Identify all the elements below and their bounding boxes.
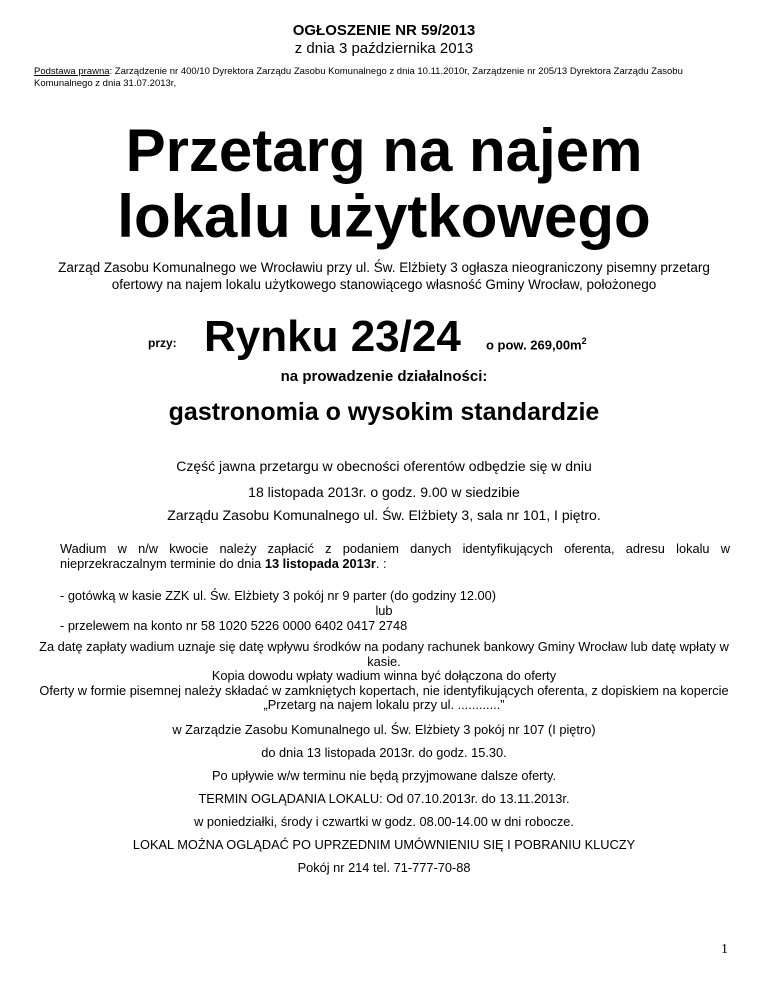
late-offers-note: Po upływie w/w terminu nie będą przyjmowane dalsze oferty. bbox=[211, 768, 557, 783]
keys-note: LOKAL MOŻNA OGLĄDAĆ PO UPRZEDNIM UMÓWNIENIU SIĘ I POBRANIU KLUCZY bbox=[132, 837, 636, 852]
payment-option-transfer: - przelewem na konto nr 58 1020 5226 0000 6402 0417 2748 bbox=[60, 618, 408, 633]
headline-line-2: lokalu użytkowego bbox=[117, 183, 651, 250]
address-prefix: przy: bbox=[148, 336, 177, 350]
deposit-deadline: 13 listopada 2013r bbox=[264, 556, 376, 571]
premises-area bbox=[486, 336, 587, 352]
payment-or: lub bbox=[375, 603, 393, 618]
notice-title: OGŁOSZENIE NR 59/2013 bbox=[292, 22, 476, 39]
submission-deadline: do dnia 13 listopada 2013r. do godz. 15.30. bbox=[261, 745, 507, 760]
notice-date: z dnia 3 października 2013 bbox=[294, 40, 474, 57]
area-unit-superscript: 2 bbox=[581, 336, 587, 346]
page-number: 1 bbox=[721, 942, 728, 957]
payment-notes bbox=[30, 640, 738, 713]
public-part-line-1: Część jawna przetargu w obecności oferentów odbędzie się w dniu bbox=[176, 458, 592, 474]
address-street: Rynku 23/24 bbox=[204, 312, 461, 361]
payment-copy-note: Kopia dowodu wpłaty wadium winna być dołączona do oferty bbox=[211, 668, 557, 683]
legal-basis bbox=[34, 66, 734, 90]
address-row bbox=[0, 312, 768, 362]
deposit-paragraph bbox=[60, 541, 730, 571]
legal-basis-text: : Zarządzenie nr 400/10 Dyrektora Zarządu Zasobu Komunalnego z dnia 10.11.2010r, Zarządzenie nr 205/13 Dyrektora Zarządu Zasobu Komunalnego z dnia 31.07.2013r, bbox=[34, 66, 683, 89]
area-value: o pow. 269,00m bbox=[486, 337, 582, 353]
headline-line-1: Przetarg na najem bbox=[125, 117, 643, 184]
intro-paragraph: Zarząd Zasobu Komunalnego we Wrocławiu przy ul. Św. Elżbiety 3 ogłasza nieograniczony pisemny przetarg ofertowy na najem lokalu użytkowego stanowiącego własność Gminy Wrocław, położonego bbox=[58, 260, 710, 292]
submission-place: w Zarządzie Zasobu Komunalnego ul. Św. Elżbiety 3 pokój nr 107 (I piętro) bbox=[172, 722, 596, 737]
viewing-period: TERMIN OGLĄDANIA LOKALU: Od 07.10.2013r. do 13.11.2013r. bbox=[198, 791, 570, 806]
offers-note: Oferty w formie pisemnej należy składać w zamkniętych kopertach, nie identyfikujących oferenta, z dopiskiem na kopercie „Przetarg na najem lokalu przy ul. ............” bbox=[39, 682, 729, 712]
deposit-text: Wadium w n/w kwocie należy zapłacić z podaniem danych identyfikujących oferenta, adresu lokalu w nieprzekraczalnym terminie do dnia bbox=[60, 541, 730, 571]
public-part-line-3: Zarządu Zasobu Komunalnego ul. Św. Elżbiety 3, sala nr 101, I piętro. bbox=[167, 507, 601, 523]
purpose-value: gastronomia o wysokim standardzie bbox=[168, 398, 600, 426]
viewing-hours: w poniedziałki, środy i czwartki w godz. 08.00-14.00 w dni robocze. bbox=[194, 814, 574, 829]
contact-info: Pokój nr 214 tel. 71-777-70-88 bbox=[297, 860, 471, 875]
payment-option-cash: - gotówką w kasie ZZK ul. Św. Elżbiety 3 pokój nr 9 parter (do godziny 12.00) bbox=[60, 588, 497, 603]
legal-basis-label: Podstawa prawna bbox=[34, 66, 110, 77]
public-part-line-2: 18 listopada 2013r. o godz. 9.00 w siedzibie bbox=[248, 484, 520, 500]
deposit-text-end: . : bbox=[375, 556, 387, 571]
purpose-label: na prowadzenie działalności: bbox=[280, 368, 488, 385]
payment-date-note: Za datę zapłaty wadium uznaje się datę wpływu środków na podany rachunek bankowy Gminy Wrocław lub datę wpłaty w kasie. bbox=[39, 639, 729, 669]
